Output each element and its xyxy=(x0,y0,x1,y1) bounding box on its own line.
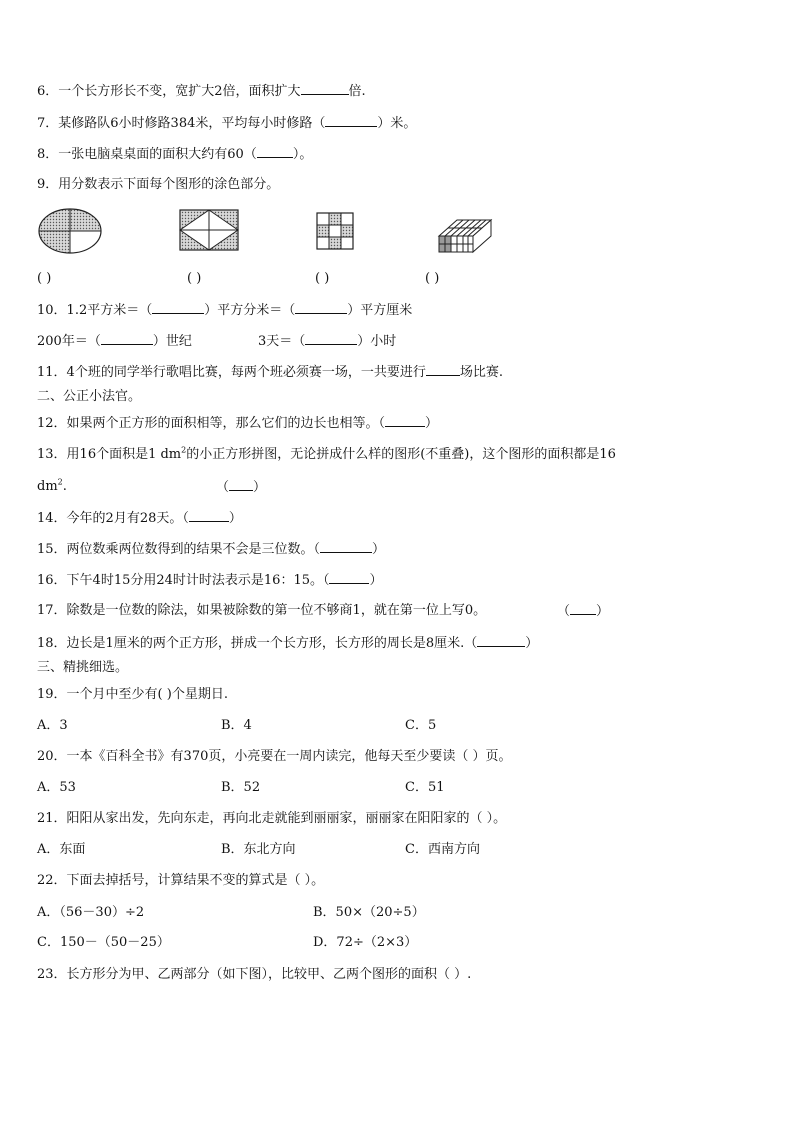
question-16-text: 16．下午4时15分用24时计时法表示是16：15。（ xyxy=(37,573,330,588)
question-11-tail: 场比赛. xyxy=(459,365,503,380)
question-18-text: 18．边长是1厘米的两个正方形，拼成一个长方形，长方形的周长是8厘米.（ xyxy=(37,636,478,651)
option-a[interactable]: A．53 xyxy=(37,780,76,795)
answer-blank[interactable] xyxy=(189,509,229,522)
answer-blank[interactable] xyxy=(329,571,369,584)
question-13-cont xyxy=(37,478,67,496)
answer-blank[interactable] xyxy=(320,540,372,553)
question-11 xyxy=(37,363,503,382)
answer-blank[interactable] xyxy=(229,478,253,491)
question-16 xyxy=(37,571,383,590)
question-17-answer xyxy=(557,602,609,621)
option-c[interactable]: C．150－（50－25） xyxy=(37,935,170,950)
question-18 xyxy=(37,634,538,653)
answer-blank[interactable] xyxy=(385,414,425,427)
question-10-text-tail: ）小时 xyxy=(357,334,397,349)
question-10-text-mid: ）世纪 xyxy=(152,334,192,349)
question-13-answer xyxy=(216,478,266,497)
question-12 xyxy=(37,414,438,433)
question-10-row-1 xyxy=(37,301,412,320)
option-a[interactable]: A．东面 xyxy=(37,842,86,857)
figure-1-answer[interactable]: ( ) xyxy=(37,271,52,286)
figure-4-answer[interactable]: ( ) xyxy=(425,271,440,286)
answer-blank[interactable] xyxy=(295,301,347,314)
question-18-tail: ） xyxy=(525,636,539,651)
question-10-row-2b xyxy=(258,332,396,351)
question-15 xyxy=(37,540,385,559)
option-a[interactable]: A．3 xyxy=(37,718,68,733)
option-b[interactable]: B．50×（20÷5） xyxy=(313,905,425,920)
question-12-text: 12．如果两个正方形的面积相等，那么它们的边长也相等。（ xyxy=(37,416,386,431)
figure-2-answer[interactable]: ( ) xyxy=(187,271,202,286)
question-10-text: 200年＝（ xyxy=(37,334,101,349)
question-12-tail: ） xyxy=(425,416,439,431)
question-17-text: 17．除数是一位数的除法，如果被除数的第一位不够商1，就在第一位上写0。 xyxy=(37,603,487,618)
question-13-text-mid: 的小正方形拼图，无论拼成什么样的图形(不重叠)，这个图形的面积都是16 xyxy=(186,447,616,462)
question-16-tail: ） xyxy=(369,573,383,588)
question-8 xyxy=(37,145,312,164)
question-14 xyxy=(37,509,242,528)
question-7-text: 7．某修路队6小时修路384米，平均每小时修路（ xyxy=(37,116,326,131)
superscript: 2 xyxy=(181,445,187,455)
option-c[interactable]: C．西南方向 xyxy=(405,842,480,857)
question-19-text: 19．一个月中至少有( )个星期日. xyxy=(37,687,228,702)
question-23-text: 23．长方形分为甲、乙两部分（如下图），比较甲、乙两个图形的面积（ ）. xyxy=(37,967,472,982)
option-c[interactable]: C．51 xyxy=(405,780,445,795)
question-7 xyxy=(37,114,416,133)
question-8-text: 8．一张电脑桌桌面的面积大约有60（ xyxy=(37,147,257,162)
option-c[interactable]: C．5 xyxy=(405,718,437,733)
question-11-text: 11．4个班的同学举行歌唱比赛，每两个班必须赛一场，一共要进行 xyxy=(37,365,426,380)
question-14-text: 14．今年的2月有28天。（ xyxy=(37,511,189,526)
question-7-tail: ）米。 xyxy=(377,116,417,131)
question-10-text: 10．1.2平方米＝（ xyxy=(37,303,153,318)
question-9 xyxy=(37,176,279,194)
question-17 xyxy=(37,602,486,620)
question-13 xyxy=(37,446,616,464)
answer-blank[interactable] xyxy=(426,363,460,376)
paren-left: （ xyxy=(216,480,230,495)
answer-blank[interactable] xyxy=(570,602,596,615)
option-a[interactable]: A．（56－30）÷2 xyxy=(37,905,145,920)
question-6 xyxy=(37,82,366,101)
question-8-tail: ）。 xyxy=(292,147,313,162)
superscript: 2 xyxy=(57,477,63,487)
question-13-unit: dm xyxy=(37,479,58,494)
answer-blank[interactable] xyxy=(101,332,153,345)
question-22-text: 22．下面去掉括号，计算结果不变的算式是（ ）。 xyxy=(37,873,325,888)
figure-3-answer[interactable]: ( ) xyxy=(315,271,330,286)
option-d[interactable]: D．72÷（2×3） xyxy=(313,935,418,950)
paren-right: ） xyxy=(596,604,610,619)
question-6-tail: 倍. xyxy=(348,84,366,99)
option-b[interactable]: B．52 xyxy=(221,780,261,795)
question-13-text: 13．用16个面积是1 dm xyxy=(37,447,182,462)
answer-blank[interactable] xyxy=(152,301,204,314)
question-14-tail: ） xyxy=(228,511,242,526)
answer-blank[interactable] xyxy=(305,332,357,345)
question-15-tail: ） xyxy=(372,542,386,557)
question-20-text: 20．一本《百科全书》有370页，小亮要在一周内读完，他每天至少要读（ ）页。 xyxy=(37,749,512,764)
question-10-row-2 xyxy=(37,332,192,351)
figure-cube-bar xyxy=(437,214,493,254)
option-b[interactable]: B．4 xyxy=(221,718,252,733)
question-21-text: 21．阳阳从家出发，先向东走，再向北走就能到丽丽家，丽丽家在阳阳家的（ ）。 xyxy=(37,811,507,826)
answer-blank[interactable] xyxy=(325,114,377,127)
figure-grid xyxy=(315,211,355,251)
paren-left: （ xyxy=(557,604,571,619)
question-9-text: 9．用分数表示下面每个图形的涂色部分。 xyxy=(37,177,280,192)
section-heading-choice: 三、精挑细选。 xyxy=(37,660,129,675)
answer-blank[interactable] xyxy=(257,145,293,158)
answer-blank[interactable] xyxy=(477,634,525,647)
figure-ellipse xyxy=(37,206,103,256)
question-10-text: 3天＝（ xyxy=(258,334,306,349)
question-6-text: 6．一个长方形长不变，宽扩大2倍，面积扩大 xyxy=(37,84,301,99)
section-heading-judge: 二、公正小法官。 xyxy=(37,389,142,404)
question-10-text-mid: ）平方分米＝（ xyxy=(204,303,296,318)
question-15-text: 15．两位数乘两位数得到的结果不会是三位数。（ xyxy=(37,542,321,557)
question-13-period: . xyxy=(62,479,67,494)
answer-blank[interactable] xyxy=(301,82,349,95)
paren-right: ） xyxy=(253,480,267,495)
question-10-text-tail: ）平方厘米 xyxy=(347,303,413,318)
option-b[interactable]: B．东北方向 xyxy=(221,842,296,857)
figure-rectangle-diamond xyxy=(178,208,240,252)
